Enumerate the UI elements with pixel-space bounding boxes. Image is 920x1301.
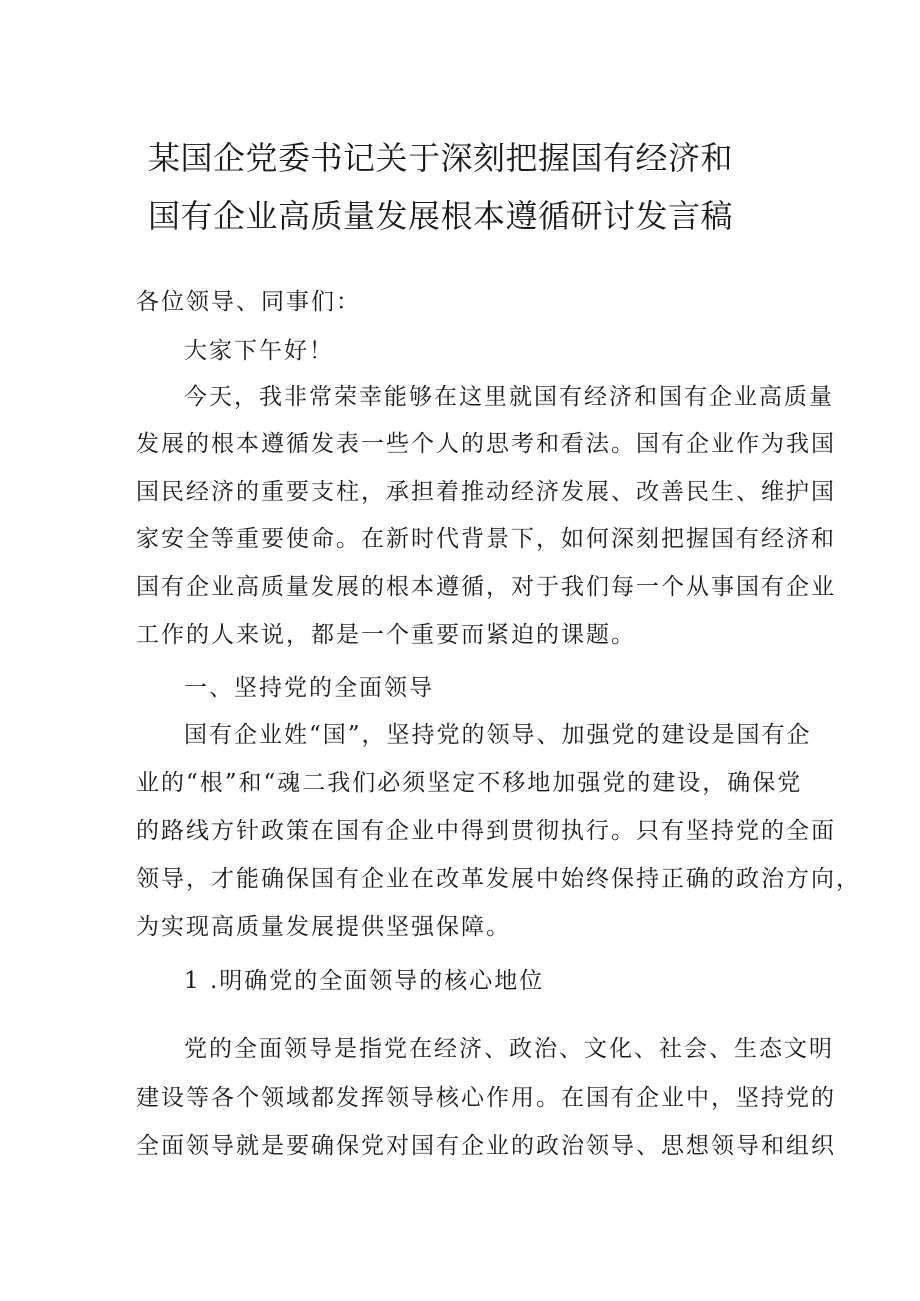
paragraph-line: 国民经济的重要支柱，承担着推动经济发展、改善民生、维护国 bbox=[136, 479, 836, 505]
paragraph-line: 全面领导就是要确保党对国有企业的政治领导、思想领导和组织 bbox=[136, 1133, 836, 1159]
paragraph-line: 领导，才能确保国有企业在改革发展中始终保持正确的政治方向， bbox=[136, 866, 861, 892]
paragraph-line: 国有企业高质量发展的根本遵循，对于我们每一个从事国有企业 bbox=[136, 574, 836, 600]
paragraph-line: 国有企业姓“国”，坚持党的领导、加强党的建设是国有企 bbox=[184, 722, 812, 748]
subsection-heading: 1 .明确党的全面领导的核心地位 bbox=[184, 968, 545, 994]
greeting: 大家下午好！ bbox=[184, 338, 334, 364]
document-title-line-1: 某国企党委书记关于深刻把握国有经济和 bbox=[148, 139, 734, 177]
paragraph-line: 家安全等重要使命。在新时代背景下，如何深刻把握国有经济和 bbox=[136, 526, 836, 552]
paragraph-line: 今天，我非常荣幸能够在这里就国有经济和国有企业高质量 bbox=[184, 384, 834, 410]
paragraph-line: 发展的根本遵循发表一些个人的思考和看法。国有企业作为我国 bbox=[136, 431, 836, 457]
paragraph-line: 党的全面领导是指党在经济、政治、文化、社会、生态文明 bbox=[184, 1036, 834, 1062]
paragraph-line: 为实现高质量发展提供坚强保障。 bbox=[136, 914, 511, 940]
salutation: 各位领导、同事们： bbox=[136, 289, 361, 315]
paragraph-line: 建设等各个领域都发挥领导核心作用。在国有企业中，坚持党的 bbox=[136, 1085, 836, 1111]
paragraph-line: 业的“根”和“魂二我们必须坚定不移地加强党的建设，确保党 bbox=[136, 770, 803, 796]
paragraph-line: 的路线方针政策在国有企业中得到贯彻执行。只有坚持党的全面 bbox=[136, 818, 836, 844]
paragraph-line: 工作的人来说，都是一个重要而紧迫的课题。 bbox=[136, 622, 636, 648]
document-title-line-2: 国有企业高质量发展根本遵循研讨发言稿 bbox=[148, 197, 734, 235]
section-heading: 一、坚持党的全面领导 bbox=[184, 675, 434, 701]
